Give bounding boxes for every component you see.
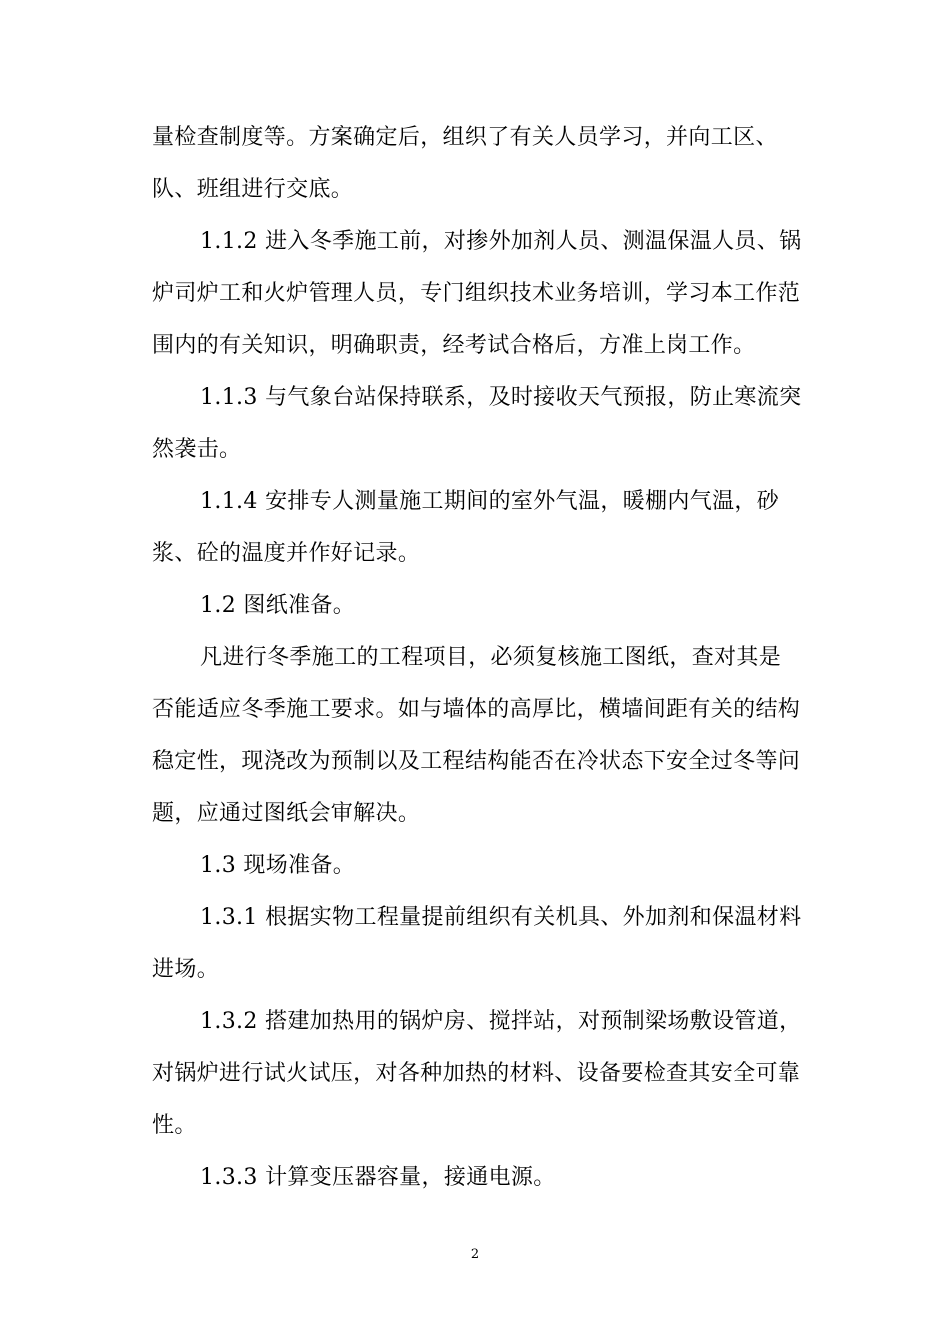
text-line: 进场。 xyxy=(152,957,220,982)
section-heading-1-3 xyxy=(152,840,802,892)
paragraph-1-3-2 xyxy=(152,996,802,1152)
text-line: 1.1.3 与气象台站保持联系，及时接收天气预报，防止寒流突 xyxy=(200,385,802,410)
paragraph-1-1-2 xyxy=(152,216,802,372)
paragraph-1-3-3 xyxy=(152,1152,802,1204)
text-line: 1.1.2 进入冬季施工前，对掺外加剂人员、测温保温人员、锅 xyxy=(200,229,802,254)
text-line: 稳定性，现浇改为预制以及工程结构能否在冷状态下安全过冬等问 xyxy=(152,749,801,774)
text-line: 凡进行冬季施工的工程项目，必须复核施工图纸，查对其是 xyxy=(200,645,782,670)
text-line: 队、班组进行交底。 xyxy=(152,177,354,202)
body-text xyxy=(152,112,802,1204)
text-line: 浆、砼的温度并作好记录。 xyxy=(152,541,421,566)
text-line: 性。 xyxy=(152,1113,197,1138)
heading-line: 1.3 现场准备。 xyxy=(200,853,356,878)
text-line: 1.3.3 计算变压器容量，接通电源。 xyxy=(200,1165,556,1190)
text-line: 炉司炉工和火炉管理人员，专门组织技术业务培训，学习本工作范 xyxy=(152,281,801,306)
text-line: 1.3.1 根据实物工程量提前组织有关机具、外加剂和保温材料 xyxy=(200,905,802,930)
text-line: 1.1.4 安排专人测量施工期间的室外气温，暖棚内气温，砂 xyxy=(200,489,780,514)
paragraph-drawings xyxy=(152,632,802,840)
page-number: 2 xyxy=(470,1247,480,1262)
text-line: 1.3.2 搭建加热用的锅炉房、搅拌站，对预制梁场敷设管道， xyxy=(200,1009,802,1034)
text-line: 对锅炉进行试火试压，对各种加热的材料、设备要检查其安全可靠 xyxy=(152,1061,801,1086)
section-heading-1-2 xyxy=(152,580,802,632)
paragraph-1-1-3 xyxy=(152,372,802,476)
paragraph-1-3-1 xyxy=(152,892,802,996)
text-line: 否能适应冬季施工要求。如与墙体的高厚比，横墙间距有关的结构 xyxy=(152,697,801,722)
text-line: 题，应通过图纸会审解决。 xyxy=(152,801,421,826)
text-line: 然袭击。 xyxy=(152,437,242,462)
paragraph-1-1-4 xyxy=(152,476,802,580)
heading-line: 1.2 图纸准备。 xyxy=(200,593,356,618)
text-line: 围内的有关知识，明确职责，经考试合格后，方准上岗工作。 xyxy=(152,333,756,358)
paragraph-intro-continued xyxy=(152,112,802,216)
text-line: 量检查制度等。方案确定后，组织了有关人员学习，并向工区、 xyxy=(152,125,778,150)
